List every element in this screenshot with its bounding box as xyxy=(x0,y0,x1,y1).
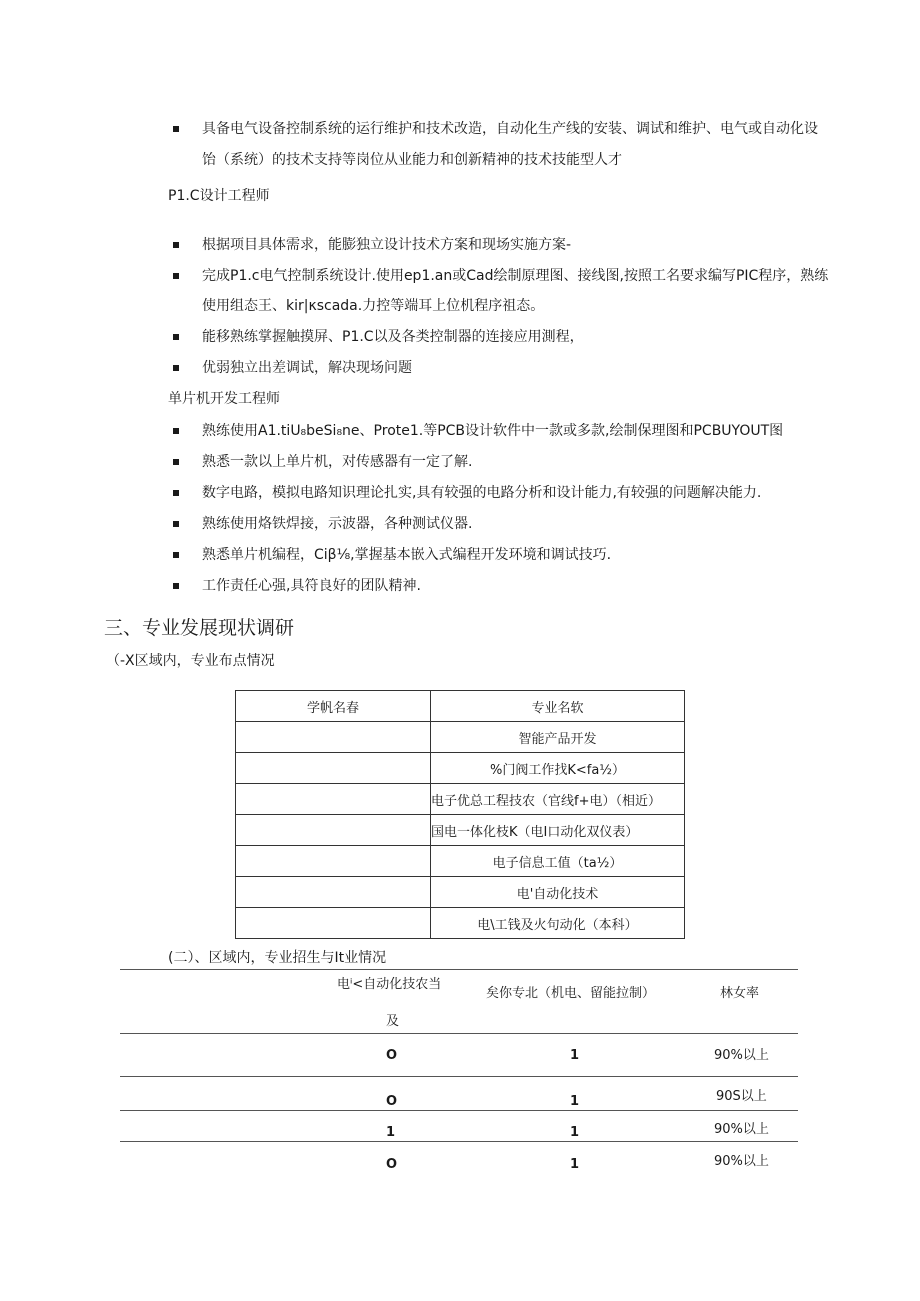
table-cell: 1 xyxy=(570,1157,580,1172)
table-cell: 电\工钱及火句动化（本科） xyxy=(431,908,685,939)
table-cell: 电子优总工程技农（官线f+电）（相近） xyxy=(431,784,685,815)
table-rule xyxy=(120,1033,798,1034)
mcu-bullet-5: 熟悉单片机编程，Ciβ⅛,掌握基本嵌入式编程开发环境和调试技巧. xyxy=(202,547,612,563)
mcu-bullet-4: 熟练使用烙铁焊接，示波器，各种测试仪器. xyxy=(202,516,473,532)
bullet-marker xyxy=(173,552,179,558)
table-cell: 国电一体化枝K（电I口动化双仪表） xyxy=(431,815,685,846)
table-rule xyxy=(120,1110,798,1111)
table-row xyxy=(236,877,685,908)
intro-line-1: 具备电气设备控制系统的运行维护和技术改造，自动化生产线的安装、调试和维护、电气或自动化设 xyxy=(202,121,818,137)
table-cell: %门阀工作找K<fa½） xyxy=(431,753,685,784)
bullet-marker xyxy=(173,334,179,340)
bullet-marker xyxy=(173,459,179,465)
bullet-marker xyxy=(173,521,179,527)
section-3-subheading-2: (二）、区域内，专业招生与It业情况 xyxy=(168,950,387,966)
table-cell: 90%以上 xyxy=(714,1122,769,1137)
section-3-heading: 三、专业发展现状调研 xyxy=(104,617,295,639)
table-row xyxy=(236,846,685,877)
table-cell xyxy=(236,846,431,877)
table-cell: 1 xyxy=(570,1094,580,1109)
table-header-row xyxy=(236,691,685,722)
table-cell: 智能产品开发 xyxy=(431,722,685,753)
table-header-cell: 学帆名春 xyxy=(236,691,431,722)
mcu-bullet-2: 熟悉一款以上单片机，对传感器有一定了解. xyxy=(202,454,473,470)
table-cell: O xyxy=(386,1048,398,1063)
table-cell: 1 xyxy=(570,1125,580,1140)
table-cell xyxy=(236,908,431,939)
bullet-marker xyxy=(173,242,179,248)
table2-header-col3: 林女率 xyxy=(720,986,760,1001)
plc-bullet-1: 根据项目具体需求，能膨独立设计技术方案和现场实施方案- xyxy=(202,237,572,253)
table-cell: 1 xyxy=(570,1048,580,1063)
plc-bullet-4: 优弱独立出差调试，解决现场问题 xyxy=(202,360,412,376)
table-rule xyxy=(120,1141,798,1142)
table2-header-col1-cont: 及 xyxy=(386,1014,400,1029)
table-row xyxy=(236,815,685,846)
table-cell: 90%以上 xyxy=(714,1154,769,1169)
table-rule xyxy=(120,1076,798,1077)
table2-header-col2: 矣你专北（机电、留能拉制） xyxy=(486,986,656,1001)
table-cell: 90%以上 xyxy=(714,1048,769,1063)
table-header-cell: 专业名软 xyxy=(431,691,685,722)
table-cell: 电子信息工值（ta½） xyxy=(431,846,685,877)
program-distribution-table xyxy=(235,690,685,939)
plc-section-title: P1.C设计工程师 xyxy=(168,188,270,204)
table2-header-col1: 电ⁱ<自动化技农当 xyxy=(337,977,442,992)
plc-bullet-2: 完成P1.c电气控制系统设计.使用ep1.an或Cad绘制原理图、接线图,按照工名要求编写PIC程序，熟练 xyxy=(202,268,829,284)
bullet-marker xyxy=(173,490,179,496)
table-row xyxy=(236,784,685,815)
mcu-bullet-3: 数字电路，模拟电路知识理论扎实,具有较强的电路分析和设计能力,有较强的问题解决能力. xyxy=(202,485,762,501)
table-cell: O xyxy=(386,1157,398,1172)
bullet-marker xyxy=(173,273,179,279)
table-row xyxy=(236,722,685,753)
bullet-marker xyxy=(173,583,179,589)
table-cell xyxy=(236,753,431,784)
bullet-marker xyxy=(173,365,179,371)
section-3-subheading-1: （-X区域内，专业布点情况 xyxy=(106,653,275,669)
bullet-marker xyxy=(173,428,179,434)
table-rule xyxy=(120,969,798,970)
mcu-bullet-6: 工作责任心强,具符良好的团队精神. xyxy=(202,578,421,594)
table-cell xyxy=(236,877,431,908)
mcu-bullet-1: 熟练使用A1.tiU₈beSi₈ne、Prote1.等PCB设计软件中一款或多款,绘制保理图和PCBUYOUT图 xyxy=(202,423,784,439)
table-cell: 电'自动化技术 xyxy=(431,877,685,908)
mcu-section-title: 单片机开发工程师 xyxy=(168,391,280,407)
table-row xyxy=(236,753,685,784)
table-cell: 1 xyxy=(386,1125,396,1140)
table-cell xyxy=(236,722,431,753)
intro-line-2: 饴（系统）的技术支持等岗位从业能力和创新精神的技术技能型人才 xyxy=(202,152,622,168)
table-cell: O xyxy=(386,1094,398,1109)
table-row xyxy=(236,908,685,939)
plc-bullet-2-cont: 使用组态王、kir|κscada.力控等端耳上位机程序祖态。 xyxy=(202,298,545,314)
plc-bullet-3: 能移熟练掌握触摸屏、P1.C以及各类控制器的连接应用測程， xyxy=(202,329,584,345)
table-cell xyxy=(236,784,431,815)
table-cell: 90S以上 xyxy=(716,1089,767,1104)
bullet-marker xyxy=(173,126,179,132)
table-cell xyxy=(236,815,431,846)
